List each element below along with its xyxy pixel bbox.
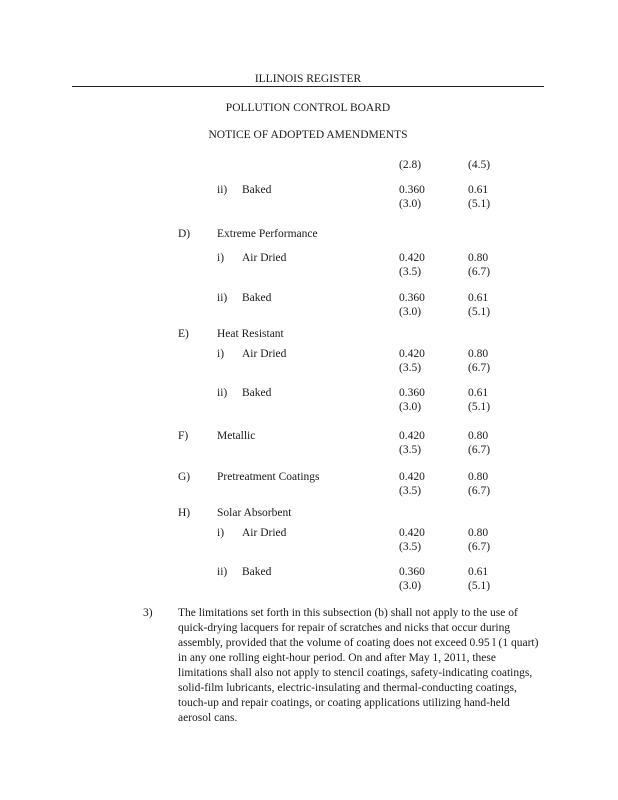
value-2: 0.80 xyxy=(468,348,489,360)
value-1: 0.360 xyxy=(399,292,425,304)
value-metric-1: (3.5) xyxy=(399,485,422,497)
value-metric-2: (5.1) xyxy=(468,580,491,592)
section-marker: E) xyxy=(178,328,189,340)
list-marker: i) xyxy=(217,252,225,264)
value-2: 0.61 xyxy=(468,184,489,196)
value-1: 0.420 xyxy=(399,348,425,360)
coating-label: Baked xyxy=(242,292,272,304)
paragraph-marker: 3) xyxy=(143,607,153,619)
header-rule xyxy=(72,86,544,87)
list-marker: i) xyxy=(217,348,225,360)
value-metric-2: (5.1) xyxy=(468,198,491,210)
value-metric-2: (4.5) xyxy=(468,159,491,171)
list-marker: ii) xyxy=(217,184,228,196)
section-marker: F) xyxy=(178,430,189,442)
value-metric-1: (3.5) xyxy=(399,444,422,456)
value-metric-2: (5.1) xyxy=(468,306,491,318)
value-metric-2: (5.1) xyxy=(468,401,491,413)
value-metric-1: (3.5) xyxy=(399,266,422,278)
value-metric-2: (6.7) xyxy=(468,541,491,553)
exemption-paragraph: The limitations set forth in this subsection (b) shall not apply to the use of quick-drying lacquers for repair of scratches and nicks that occur during assembly, provided that the volume of coating does not exceed 0.95 l (1 quart) in any one rolling eight-hour period. On and after May 1, 2011, these limitations shall also not apply to stencil coatings, safety-indicating coatings, solid-film lubricants, electric-insulating and thermal-conducting coatings, touch-up and repair coatings, or coating applications utilizing hand-held aerosol cans. xyxy=(178,607,539,724)
notice-title: NOTICE OF ADOPTED AMENDMENTS xyxy=(208,129,408,141)
list-marker: ii) xyxy=(217,566,228,578)
section-marker: G) xyxy=(178,471,191,483)
value-metric-1: (3.5) xyxy=(399,541,422,553)
value-1: 0.360 xyxy=(399,184,425,196)
value-2: 0.61 xyxy=(468,292,489,304)
coating-label: Air Dried xyxy=(242,348,287,360)
value-1: 0.420 xyxy=(399,527,425,539)
value-metric-1: (2.8) xyxy=(399,159,422,171)
coating-label: Air Dried xyxy=(242,252,287,264)
value-metric-2: (6.7) xyxy=(468,444,491,456)
value-2: 0.61 xyxy=(468,387,489,399)
value-1: 0.360 xyxy=(399,387,425,399)
value-metric-1: (3.0) xyxy=(399,580,422,592)
value-metric-1: (3.0) xyxy=(399,306,422,318)
coating-label: Baked xyxy=(242,387,272,399)
board-title: POLLUTION CONTROL BOARD xyxy=(225,102,391,114)
section-label: Heat Resistant xyxy=(217,328,284,340)
value-metric-2: (6.7) xyxy=(468,485,491,497)
value-1: 0.420 xyxy=(399,430,425,442)
value-metric-1: (3.5) xyxy=(399,362,422,374)
section-label: Metallic xyxy=(217,430,256,442)
section-label: Pretreatment Coatings xyxy=(217,471,320,483)
value-2: 0.80 xyxy=(468,527,489,539)
coating-label: Baked xyxy=(242,566,272,578)
list-marker: ii) xyxy=(217,292,228,304)
register-title: ILLINOIS REGISTER xyxy=(254,73,362,85)
value-metric-1: (3.0) xyxy=(399,198,422,210)
value-1: 0.420 xyxy=(399,471,425,483)
section-label: Solar Absorbent xyxy=(217,507,292,519)
list-marker: i) xyxy=(217,527,225,539)
coating-label: Air Dried xyxy=(242,527,287,539)
value-metric-1: (3.0) xyxy=(399,401,422,413)
value-2: 0.61 xyxy=(468,566,489,578)
coating-label: Baked xyxy=(242,184,272,196)
section-marker: D) xyxy=(178,228,191,240)
value-metric-2: (6.7) xyxy=(468,266,491,278)
value-1: 0.360 xyxy=(399,566,425,578)
value-1: 0.420 xyxy=(399,252,425,264)
section-marker: H) xyxy=(178,507,191,519)
value-2: 0.80 xyxy=(468,430,489,442)
value-2: 0.80 xyxy=(468,252,489,264)
list-marker: ii) xyxy=(217,387,228,399)
value-2: 0.80 xyxy=(468,471,489,483)
section-label: Extreme Performance xyxy=(217,228,318,240)
value-metric-2: (6.7) xyxy=(468,362,491,374)
